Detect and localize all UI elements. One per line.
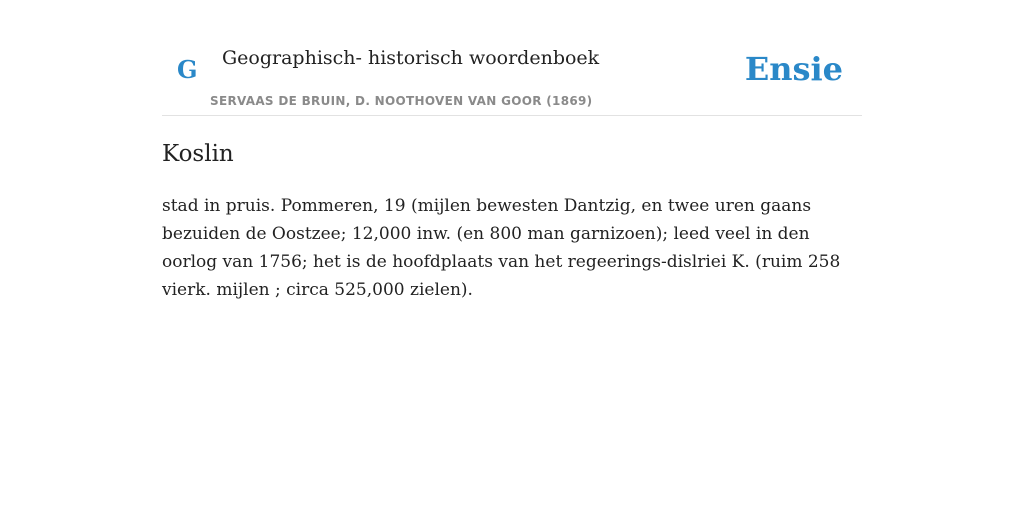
book-author: SERVAAS DE BRUIN, D. NOOTHOVEN VAN GOOR (1869) — [210, 94, 593, 108]
book-letter-link[interactable]: G — [177, 55, 198, 84]
ensie-logo[interactable]: Ensie — [744, 50, 843, 88]
book-header — [162, 0, 862, 116]
entry-title: Koslin — [162, 141, 234, 167]
book-title-link[interactable]: Geographisch- historisch woordenboek — [222, 47, 600, 69]
entry-definition: stad in pruis. Pommeren, 19 (mijlen bewesten Dantzig, en twee uren gaans bezuiden de Oostzee; 12,000 inw. (en 800 man garnizoen); leed veel in den oorlog van 1756; het is de hoofdplaats van het regeerings-dislriei K. (ruim 258 vierk. mijlen ; circa 525,000 zielen). — [162, 196, 841, 300]
page-container — [162, 0, 862, 300]
